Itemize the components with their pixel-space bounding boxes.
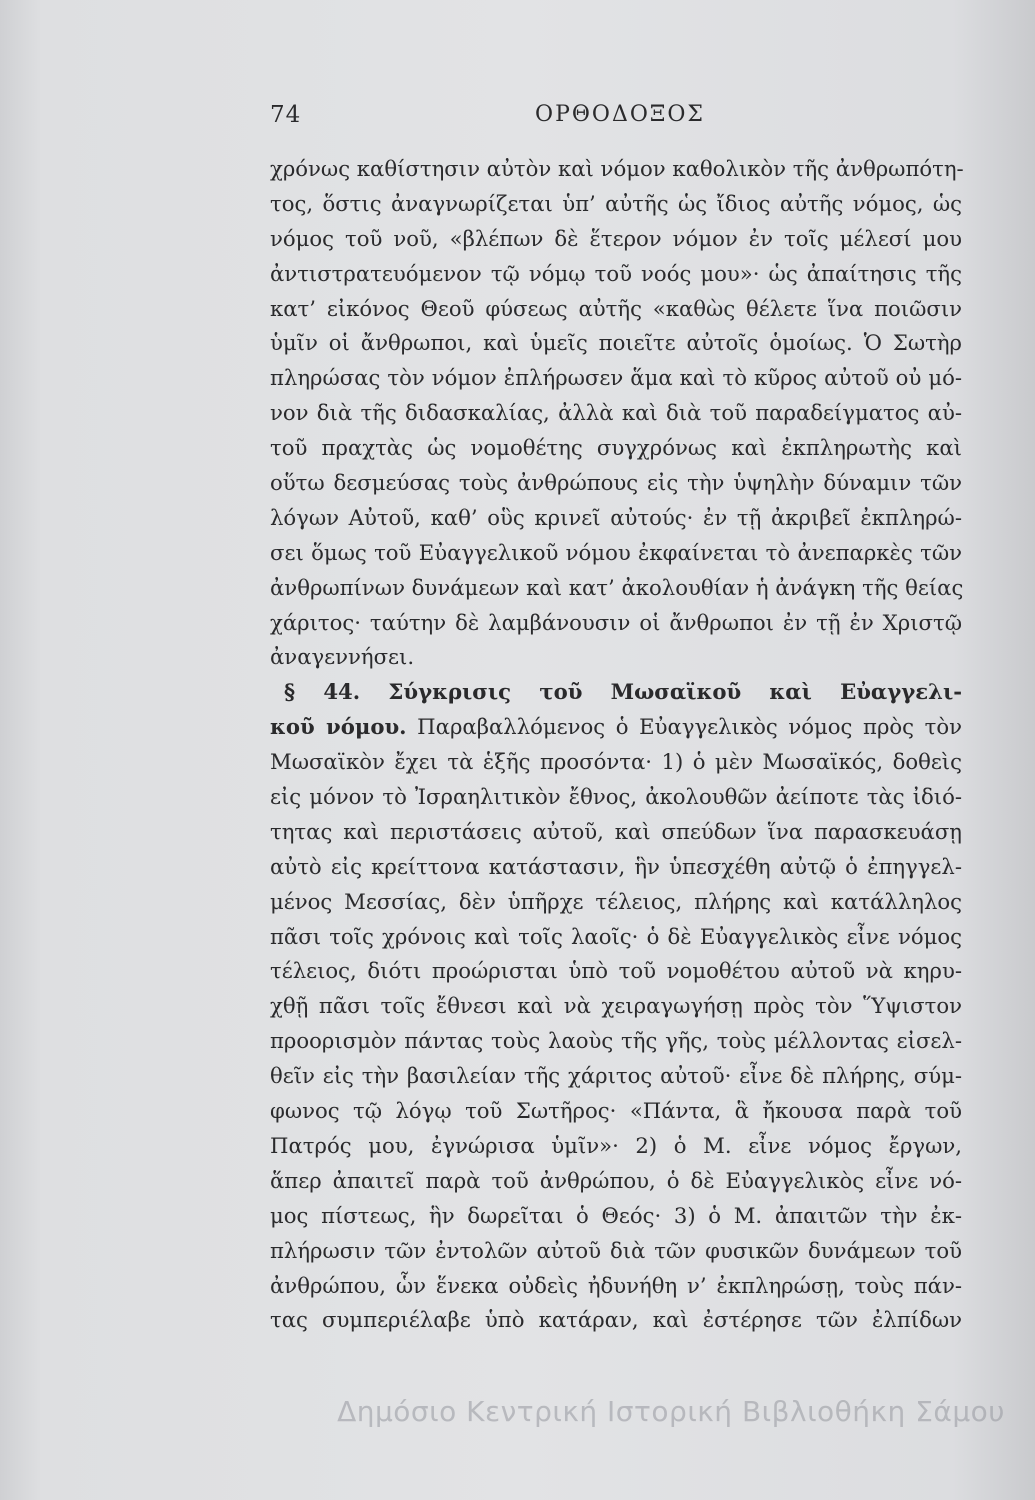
text-line: χθῇ πᾶσι τοῖς ἔθνεσι καὶ νὰ χειραγωγήσῃ πρὸς τὸν Ὕψιστον — [270, 993, 962, 1019]
text-line: Πατρός μου, ἐγνώρισα ὑμῖν»· 2) ὁ Μ. εἶνε νόμος ἔργων, — [270, 1132, 962, 1158]
text-line: οὕτω δεσμεύσας τοὺς ἀνθρώπους εἰς τὴν ὑψηλὴν δύναμιν τῶν — [270, 470, 962, 496]
text-line: πλήρωσιν τῶν ἐντολῶν αὐτοῦ διὰ τῶν φυσικῶν δυνάμεων τοῦ — [270, 1237, 962, 1263]
text-line: λόγων Αὐτοῦ, καθ’ οὓς κρινεῖ αὐτούς· ἐν τῇ ἀκριβεῖ ἐκπληρώ- — [270, 504, 962, 530]
text-line: εἰς μόνον τὸ Ἰσραηλιτικὸν ἔθνος, ἀκολουθῶν ἀείποτε τὰς ἰδιό- — [270, 784, 962, 810]
text-line: τοῦ πραχτὰς ὡς νομοθέτης συγχρόνως καὶ ἐκπληρωτὴς καὶ — [270, 435, 962, 461]
text-line: μος πίστεως, ἣν δωρεῖται ὁ Θεός· 3) ὁ Μ. ἀπαιτῶν τὴν ἐκ- — [270, 1202, 962, 1228]
text-line: ἀνθρώπου, ὧν ἕνεκα οὐδεὶς ἠδυνήθη ν’ ἐκπληρώσῃ, τοὺς πάν- — [270, 1272, 962, 1298]
page-header — [270, 102, 960, 136]
text-line: ἅπερ ἀπαιτεῖ παρὰ τοῦ ἀνθρώπου, ὁ δὲ Εὐαγγελικὸς εἶνε νό- — [270, 1167, 962, 1193]
text-line: κατ’ εἰκόνος Θεοῦ φύσεως αὐτῆς «καθὼς θέλετε ἵνα ποιῶσιν — [270, 295, 962, 321]
text-line: πᾶσι τοῖς χρόνοις καὶ τοῖς λαοῖς· ὁ δὲ Εὐαγγελικὸς εἶνε νόμος — [270, 923, 962, 949]
section-first-line — [270, 710, 962, 745]
text-line: νον διὰ τῆς διδασκαλίας, ἀλλὰ καὶ διὰ τοῦ παραδείγματος αὐ- — [270, 400, 962, 426]
text-line: προορισμὸν πάντας τοὺς λαοὺς τῆς γῆς, τοὺς μέλλοντας εἰσελ- — [270, 1028, 962, 1054]
text-line: ἀνθρωπίνων δυνάμεων καὶ κατ’ ἀκολουθίαν ἡ ἀνάγκη τῆς θείας — [270, 574, 964, 600]
text-line: τος, ὅστις ἀναγνωρίζεται ὑπ’ αὐτῆς ὡς ἴδιος αὐτῆς νόμος, ὡς — [270, 190, 962, 216]
text-line: ἀντιστρατευόμενον τῷ νόμῳ τοῦ νοός μου»· ὡς ἀπαίτησις τῆς — [270, 260, 962, 286]
text-line: τας συμπεριέλαβε ὑπὸ κατάραν, καὶ ἐστέρησε τῶν ἐλπίδων — [270, 1307, 962, 1333]
text-line: χρόνως καθίστησιν αὐτὸν καὶ νόμον καθολικὸν τῆς ἀνθρωπότη- — [270, 156, 964, 181]
text-line: χάριτος· ταύτην δὲ λαμβάνουσιν οἱ ἄνθρωποι ἐν τῇ ἐν Χριστῷ — [270, 609, 962, 635]
library-watermark: Δημόσιο Κεντρική Ιστορική Βιβλιοθήκη Σάμου — [337, 1395, 1005, 1428]
text-line: σει ὅμως τοῦ Εὐαγγελικοῦ νόμου ἐκφαίνεται τὸ ἀνεπαρκὲς τῶν — [270, 539, 962, 565]
text-line: πληρώσας τὸν νόμον ἐπλήρωσεν ἅμα καὶ τὸ κῦρος αὐτοῦ οὐ μό- — [270, 365, 962, 391]
text-line: νόμος τοῦ νοῦ, «βλέπων δὲ ἕτερον νόμον ἐν τοῖς μέλεσί μου — [270, 225, 962, 251]
text-line: Μωσαϊκὸν ἔχει τὰ ἑξῆς προσόντα· 1) ὁ μὲν Μωσαϊκός, δοθεὶς — [270, 749, 962, 775]
section-heading-continued: κοῦ νόμου. — [270, 714, 407, 740]
text-line: φωνος τῷ λόγῳ τοῦ Σωτῆρος· «Πάντα, ἃ ἤκουσα παρὰ τοῦ — [270, 1098, 962, 1124]
text-line: μένος Μεσσίας, δὲν ὑπῆρχε τέλειος, πλήρης καὶ κατάλληλος — [270, 888, 962, 914]
text-segment: Παραβαλλόμενος ὁ Εὐαγγελικὸς νόμος πρὸς τὸν — [406, 714, 963, 740]
body-text — [270, 152, 962, 1338]
section-heading: § 44. Σύγκρισις τοῦ Μωσαϊκοῦ καὶ Εὐαγγελι- — [284, 679, 962, 705]
text-line: θεῖν εἰς τὴν βασιλείαν τῆς χάριτος αὐτοῦ· εἶνε δὲ πλήρης, σύμ- — [270, 1063, 962, 1089]
page-number: 74 — [270, 102, 302, 128]
text-line: ἀναγεννήσει. — [270, 644, 415, 670]
text-line: αὐτὸ εἰς κρείττονα κατάστασιν, ἣν ὑπεσχέθη αὐτῷ ὁ ἐπηγγελ- — [270, 853, 962, 879]
text-line: τέλειος, διότι προώρισται ὑπὸ τοῦ νομοθέτου αὐτοῦ νὰ κηρυ- — [270, 958, 962, 984]
text-line: ὑμῖν οἱ ἄνθρωποι, καὶ ὑμεῖς ποιεῖτε αὐτοῖς ὁμοίως. Ὁ Σωτὴρ — [270, 330, 962, 356]
running-title: ΟΡΘΟΔΟΞΟΣ — [535, 102, 705, 127]
text-line: τητας καὶ περιστάσεις αὐτοῦ, καὶ σπεύδων ἵνα παρασκευάσῃ — [270, 818, 962, 844]
